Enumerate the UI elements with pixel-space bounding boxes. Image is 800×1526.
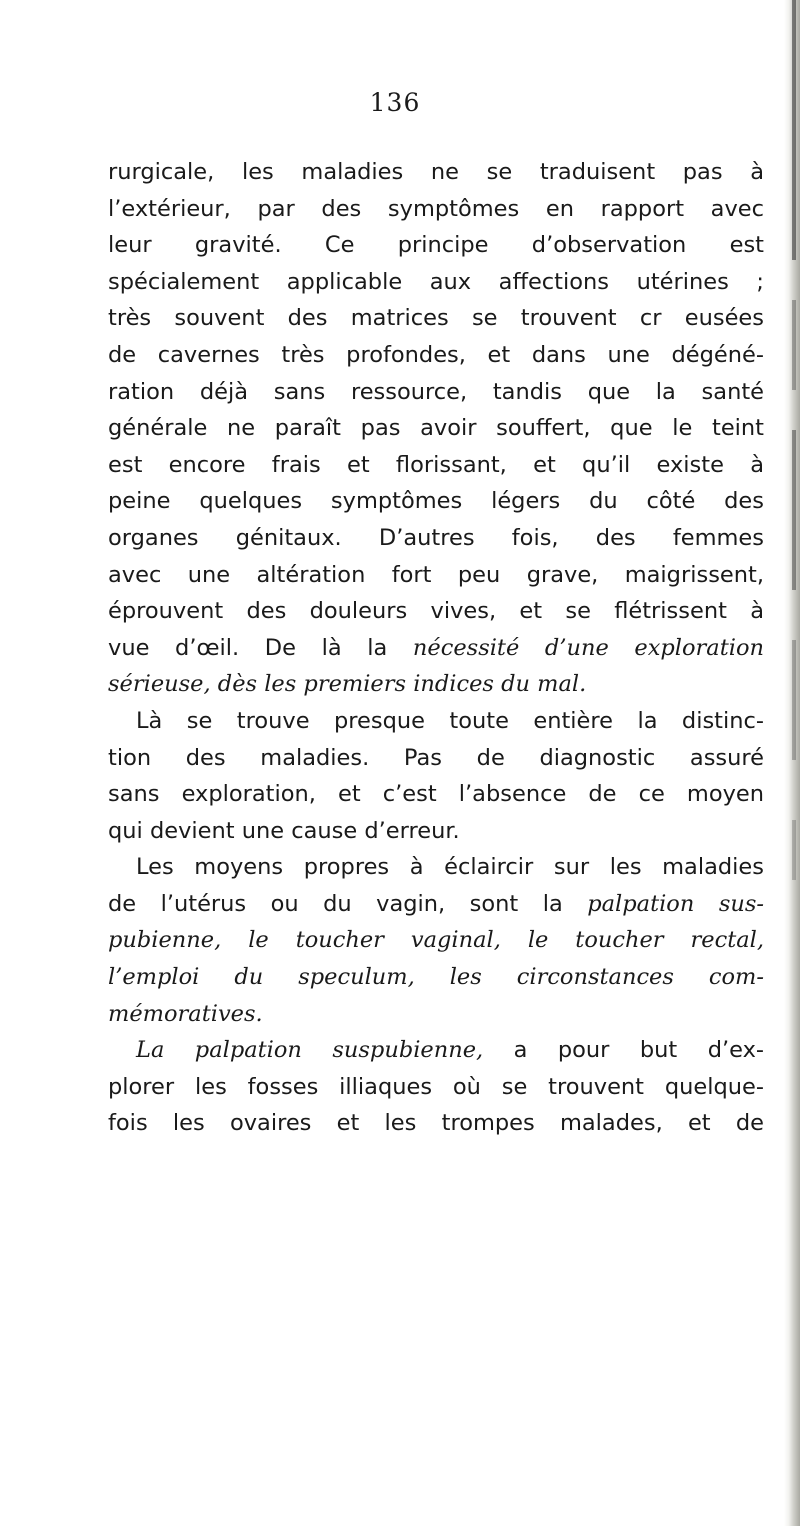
italic-segment: l’emploi du speculum, les circonstances com- bbox=[108, 964, 764, 991]
text-line bbox=[108, 227, 764, 264]
text-line bbox=[108, 300, 764, 337]
text-line bbox=[108, 776, 764, 813]
italic-segment: mémoratives. bbox=[108, 1000, 263, 1027]
text-segment: spécialement applicable aux affections utérines ; bbox=[108, 268, 764, 295]
text-segment: générale ne paraît pas avoir souffert, que le teint bbox=[108, 415, 764, 442]
text-segment: de cavernes très profondes, et dans une dégéné- bbox=[108, 341, 764, 368]
edge-mark bbox=[792, 300, 796, 390]
edge-mark bbox=[792, 640, 796, 760]
text-line bbox=[108, 264, 764, 301]
text-line bbox=[108, 154, 764, 191]
text-segment: rurgicale, les maladies ne se traduisent pas à bbox=[108, 159, 764, 185]
text-segment: peine quelques symptômes légers du côté des bbox=[108, 488, 764, 515]
text-line bbox=[108, 813, 764, 850]
text-line bbox=[108, 1069, 764, 1106]
text-segment: est encore frais et florissant, et qu’il existe à bbox=[108, 451, 764, 478]
text-line bbox=[108, 191, 764, 228]
italic-segment: sérieuse, dès les premiers indices du mal. bbox=[108, 671, 587, 698]
text-line bbox=[108, 996, 764, 1033]
edge-mark bbox=[792, 820, 796, 880]
text-line bbox=[108, 630, 764, 667]
text-segment: ration déjà sans ressource, tandis que la santé bbox=[108, 378, 764, 405]
text-line bbox=[108, 849, 764, 886]
text-line bbox=[108, 1105, 764, 1142]
italic-segment: palpation sus- bbox=[587, 890, 764, 917]
text-segment: fois les ovaires et les trompes malades, et de bbox=[108, 1110, 764, 1137]
text-line bbox=[108, 593, 764, 630]
text-segment: plorer les fosses illiaques où se trouvent quelque- bbox=[108, 1073, 764, 1100]
text-segment: très souvent des matrices se trouvent cr eusées bbox=[108, 305, 764, 332]
text-segment: sans exploration, et c’est l’absence de ce moyen bbox=[108, 781, 764, 808]
text-segment: organes génitaux. D’autres fois, des femmes bbox=[108, 524, 764, 551]
text-line bbox=[108, 410, 764, 447]
text-line bbox=[108, 1032, 764, 1069]
text-line bbox=[108, 922, 764, 959]
italic-segment: pubienne, le toucher vaginal, le toucher rectal, bbox=[108, 927, 764, 954]
text-line bbox=[108, 557, 764, 594]
text-block bbox=[108, 154, 764, 1142]
text-line bbox=[108, 374, 764, 411]
text-segment: tion des maladies. Pas de diagnostic assuré bbox=[108, 744, 764, 771]
text-line bbox=[108, 447, 764, 484]
page-number: 136 bbox=[369, 88, 421, 117]
text-segment: éprouvent des douleurs vives, et se flétrissent à bbox=[108, 598, 764, 625]
text-segment: Là se trouve presque toute entière la distinc- bbox=[136, 707, 764, 734]
text-line bbox=[108, 483, 764, 520]
text-segment: de l’utérus ou du vagin, sont la bbox=[108, 890, 588, 917]
text-line bbox=[108, 886, 764, 923]
text-segment: leur gravité. Ce principe d’observation est bbox=[108, 232, 764, 259]
text-line bbox=[108, 740, 764, 777]
text-line bbox=[108, 703, 764, 740]
text-line bbox=[108, 959, 764, 996]
edge-mark bbox=[792, 0, 796, 260]
edge-mark bbox=[792, 430, 796, 590]
text-line bbox=[108, 520, 764, 557]
page-edge bbox=[784, 0, 800, 1526]
italic-segment: nécessité d’une exploration bbox=[412, 634, 764, 661]
italic-segment: La palpation suspubienne, bbox=[136, 1037, 484, 1064]
text-segment: avec une altération fort peu grave, maigrissent, bbox=[108, 561, 764, 588]
text-line bbox=[108, 337, 764, 374]
text-segment: a pour but d’ex- bbox=[483, 1037, 765, 1064]
text-segment: qui devient une cause d’erreur. bbox=[108, 817, 460, 844]
text-segment: Les moyens propres à éclaircir sur les maladies bbox=[136, 854, 764, 881]
text-segment: l’extérieur, par des symptômes en rapport avec bbox=[108, 195, 764, 222]
text-line bbox=[108, 666, 764, 703]
text-segment: vue d’œil. De là la bbox=[108, 634, 413, 661]
